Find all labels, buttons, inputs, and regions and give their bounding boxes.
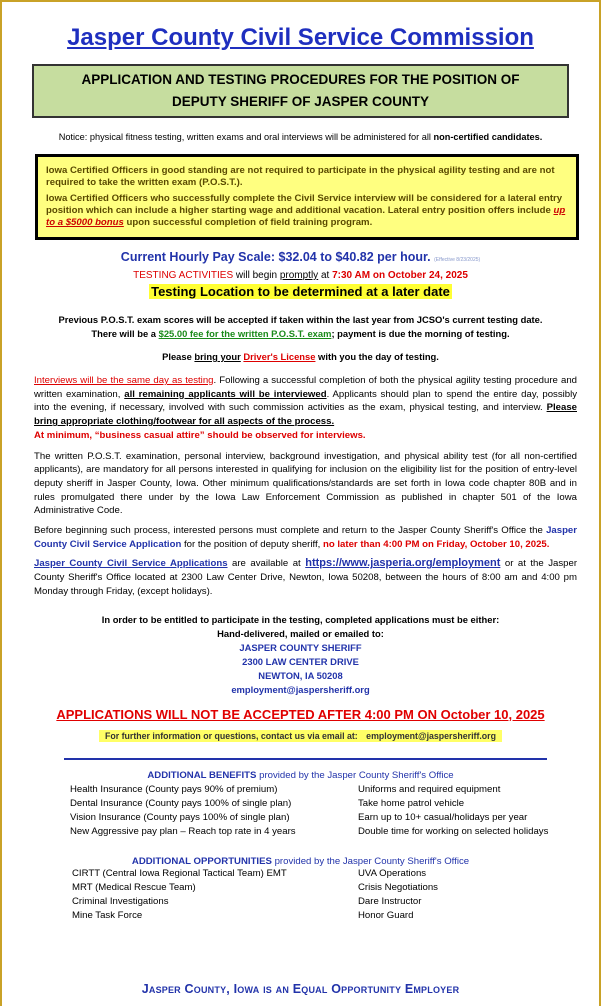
opportunity-item: Criminal Investigations bbox=[72, 896, 169, 908]
drivers-license-note: Please bring your Driver's License with you the day of testing. bbox=[162, 351, 439, 362]
benefits-list bbox=[2, 781, 599, 841]
opportunity-item: MRT (Medical Rescue Team) bbox=[72, 881, 196, 893]
benefit-item: Double time for working on selected holidays bbox=[358, 826, 549, 838]
benefit-item: Dental Insurance (County pays 100% of single plan) bbox=[70, 797, 292, 809]
benefits-left bbox=[70, 783, 296, 840]
address-email-link[interactable]: employment@jaspersheriff.org bbox=[231, 683, 370, 695]
certified-officers-box bbox=[35, 154, 579, 240]
pay-scale: Current Hourly Pay Scale: $32.04 to $40.82 per hour. (Effective 8/23/2025) bbox=[120, 250, 481, 264]
certified-p2: Iowa Certified Officers who successfully complete the Civil Service interview will be considered for a lateral entry position which can include a higher starting wage and additional vacation. Lateral entry position offers include up to a $5000 bonus upon successful completion of field training program. bbox=[46, 193, 566, 228]
benefit-item: Health Insurance (County pays 90% of premium) bbox=[70, 783, 278, 795]
employment-url-link[interactable]: https://www.jasperia.org/employment bbox=[305, 557, 501, 570]
entitled-text: In order to be entitled to participate in the testing, completed applications must be either: Hand-delivered, mailed or emailed to: bbox=[101, 613, 500, 639]
opportunity-item: Dare Instructor bbox=[358, 896, 422, 908]
opportunity-item: Crisis Negotiations bbox=[358, 881, 438, 893]
divider bbox=[64, 758, 547, 760]
testing-location: Testing Location to be determined at a later date bbox=[151, 284, 450, 299]
applications-paragraph: Jasper County Civil Service Applications are available at https://www.jasperia.org/employment or at the Jasper County Sheriff's Office located at 2300 Law Center Drive, Newton, Iowa 50208, between the hours of 8:00 am and 4:00 pm Monday through Friday, (except holidays). bbox=[34, 557, 578, 597]
interviews-paragraph: Interviews will be the same day as testing. Following a successful completion of both the physical agility testing procedure and written examination, all remaining applicants will be interviewed. Applicants should plan to spend the entire day, possibly into the evening, if necessary, involved with such commission activities as the exam, physical testing, and interview. Please bring appropriate clothing/footwear for all aspects of the process. At minimum, “business casual attire” should be observed for interviews. bbox=[34, 375, 578, 441]
attire-note: At minimum, “business casual attire” should be observed for interviews. bbox=[34, 429, 366, 441]
before-paragraph: Before beginning such process, interested persons must complete and return to the Jasper County Sheriff's Office the Jasper County Civil Service Application for the position of deputy sheriff, no later than 4:00 PM on Friday, October 10, 2025. bbox=[34, 525, 577, 550]
further-info-email-link[interactable]: employment@jaspersheriff.org bbox=[363, 730, 499, 742]
benefits-right bbox=[358, 783, 548, 840]
certified-p1: Iowa Certified Officers in good standing are not required to participate in the physical agility testing and are not required to take the written exam (P.O.S.T.). bbox=[46, 165, 555, 188]
opportunities-list bbox=[2, 867, 599, 927]
benefit-item: New Aggressive pay plan – Reach top rate in 4 years bbox=[70, 826, 296, 838]
opportunities-right bbox=[358, 867, 438, 924]
opportunities-title: ADDITIONAL OPPORTUNITIES provided by the Jasper County Sheriff's Office bbox=[131, 855, 470, 867]
header-line-2: DEPUTY SHERIFF OF JASPER COUNTY bbox=[171, 94, 430, 109]
testing-label: TESTING ACTIVITIES bbox=[133, 270, 234, 281]
mailing-address: JASPER COUNTY SHERIFF 2300 LAW CENTER DRIVE NEWTON, IA 50208 employment@jaspersheriff.org bbox=[2, 641, 599, 697]
opportunity-item: CIRTT (Central Iowa Regional Tactical Team) EMT bbox=[72, 867, 287, 879]
header-box bbox=[32, 64, 569, 118]
further-info: For further information or questions, contact us via email at: employment@jaspersheriff.org bbox=[2, 726, 599, 744]
pay-effective-date: (Effective 8/23/2025) bbox=[434, 257, 481, 263]
testing-activities: TESTING ACTIVITIES will begin promptly at 7:30 AM on October 24, 2025 bbox=[133, 270, 468, 281]
not-accepted-notice: APPLICATIONS WILL NOT BE ACCEPTED AFTER 4:00 PM ON October 10, 2025 bbox=[56, 706, 545, 722]
opportunity-item: UVA Operations bbox=[358, 867, 427, 879]
deadline-text: no later than 4:00 PM on Friday, October 10, 2025. bbox=[323, 538, 550, 550]
post-fee: $25.00 fee for the written P.O.S.T. exam bbox=[158, 328, 332, 339]
opportunities-left bbox=[72, 867, 287, 924]
bonus-text: up to a $5000 bonus bbox=[46, 205, 566, 228]
benefits-title: ADDITIONAL BENEFITS provided by the Jasper County Sheriff's Office bbox=[147, 769, 454, 781]
drivers-license: Driver's License bbox=[243, 351, 316, 362]
notice bbox=[2, 132, 599, 142]
post-scores: Previous P.O.S.T. exam scores will be accepted if taken within the last year from JCSO's current testing date. There will be a $25.00 fee for the written P.O.S.T. exam; payment is due the morning of testing. bbox=[58, 314, 543, 339]
opportunity-item: Honor Guard bbox=[358, 910, 414, 922]
benefit-item: Uniforms and required equipment bbox=[358, 783, 501, 795]
benefit-item: Take home patrol vehicle bbox=[358, 797, 465, 809]
eoe-footer: Jasper County, Iowa is an Equal Opportunity Employer bbox=[141, 982, 460, 996]
notice-bold: non-certified candidates. bbox=[433, 132, 543, 142]
header-line-1: APPLICATION AND TESTING PROCEDURES FOR THE POSITION OF bbox=[81, 72, 520, 87]
benefit-item: Vision Insurance (County pays 100% of single plan) bbox=[70, 812, 290, 824]
testing-time: 7:30 AM on October 24, 2025 bbox=[332, 270, 468, 281]
benefit-item: Earn up to 10+ casual/holidays per year bbox=[358, 812, 528, 824]
page-title: Jasper County Civil Service Commission bbox=[67, 24, 534, 51]
written-exam-paragraph: The written P.O.S.T. examination, personal interview, background investigation, and physical ability test (for all non-certified applicants), are mandatory for all persons interested in qualifying for inclusion on the eligibility list for the position of entry-level deputy sheriff in Jasper County, Iowa. Other minimum qualifications/standards are set forth in Iowa code chapter 80B and in rules promulgated there under by the Iowa Law Enforcement Commission as published in chapter 501 of the Iowa Administrative Code. bbox=[34, 450, 577, 517]
notice-text: Notice: physical fitness testing, written exams and oral interviews will be administered for all bbox=[58, 132, 434, 142]
opportunity-item: Mine Task Force bbox=[72, 910, 143, 922]
